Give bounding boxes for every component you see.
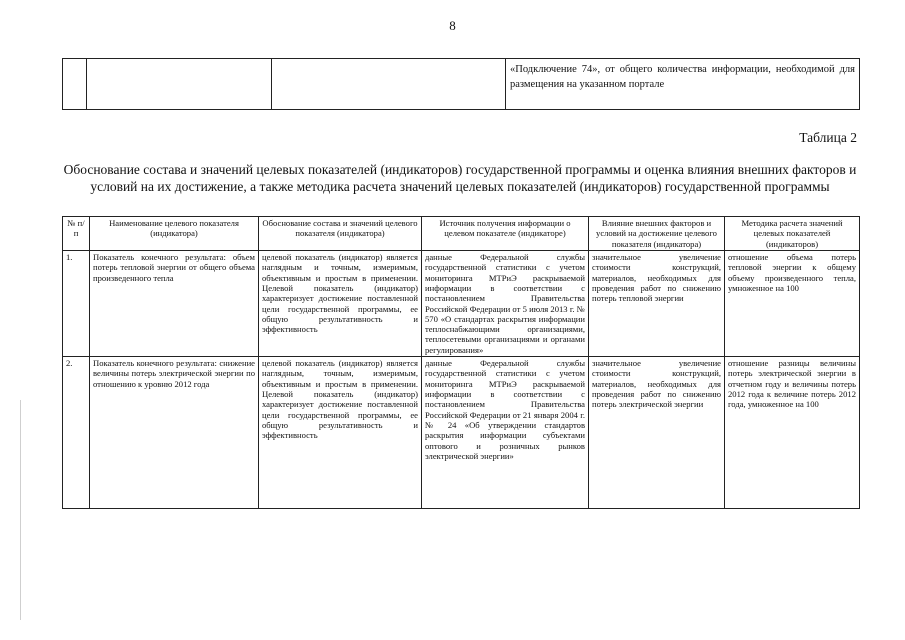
header-name: Наименование целевого показателя (индикатора) [90, 217, 259, 251]
row-num: 1. [63, 250, 90, 356]
header-num: № п/п [63, 217, 90, 251]
row-source: данные Федеральной службы государственной статистики с учетом мониторинга МТРиЭ раскрываемой информации в соответствии с постановлением Правительства Российской Федерации от 5 июля 2013 г. № 570 «О стандартах раскрытия информации теплоснабжающими организациями, теплосетевыми организациями и органами регулирования» [422, 250, 589, 356]
row-justification: целевой показатель (индикатор) является наглядным и точным, измеримым, объективным и простым в применении. Целевой показатель (индикатор) характеризует достижение поставленной цели государственной программы, ее общую результативность и эффективность [259, 250, 422, 356]
row-name: Показатель конечного результата: объем потерь тепловой энергии от общего объема произведенного тепла [90, 250, 259, 356]
row-name: Показатель конечного результата: снижение величины потерь электрической энергии по отношению к уровню 2012 года [90, 357, 259, 509]
header-justification: Обоснование состава и значений целевого показателя (индикатора) [259, 217, 422, 251]
cell-continuation-text: «Подключение 74», от общего количества информации, необходимой для размещения на указанном портале [506, 59, 860, 110]
row-source: данные Федеральной службы государственной статистики с учетом мониторинга МТРиЭ раскрываемой информации в соответствии с постановлением Правительства Российской Федерации от 21 января 2004 г. № 24 «Об утверждении стандартов раскрытия информации субъектами оптового и розничных рынков электрической энергии» [422, 357, 589, 509]
row-method: отношение объема потерь тепловой энергии к общему объему произведенного тепла, умноженное на 100 [725, 250, 860, 356]
indicators-table [62, 216, 860, 509]
table-row [63, 250, 860, 356]
header-influence: Влияние внешних факторов и условий на достижение целевого показателя (индикатора) [589, 217, 725, 251]
row-influence: значительное увеличение стоимости конструкций, материалов, необходимых для проведения работ по снижению потерь электрической энергии [589, 357, 725, 509]
page-number: 8 [449, 18, 456, 33]
cell-empty-justification [272, 59, 506, 110]
continuation-table [62, 58, 860, 110]
cell-empty-name [87, 59, 272, 110]
scan-edge-line [20, 400, 21, 620]
cell-empty-num [63, 59, 87, 110]
row-influence: значительное увеличение стоимости конструкций, материалов, необходимых для проведения работ по снижению потерь тепловой энергии [589, 250, 725, 356]
header-source: Источник получения информации о целевом показателе (индикаторе) [422, 217, 589, 251]
row-num: 2. [63, 357, 90, 509]
table-row [63, 357, 860, 509]
table-label: Таблица 2 [799, 130, 857, 145]
row-method: отношение разницы величины потерь электрической энергии в отчетном году и величины потерь 2012 года к величине потерь 2012 года, умноженное на 100 [725, 357, 860, 509]
row-justification: целевой показатель (индикатор) является наглядным, точным, измеримым, объективным и простым в применении. Целевой показатель (индикатор) характеризует достижение поставленной цели государственной программы, ее общую результативность и эффективность [259, 357, 422, 509]
header-method: Методика расчета значений целевых показателей (индикаторов) [725, 217, 860, 251]
table-header-row [63, 217, 860, 251]
document-title: Обоснование состава и значений целевых показателей (индикаторов) государственной программы и оценка влияния внешних факторов и условий на их достижение, а также методика расчета значений целевых показателей (индикаторов) государственной программы [63, 162, 857, 194]
